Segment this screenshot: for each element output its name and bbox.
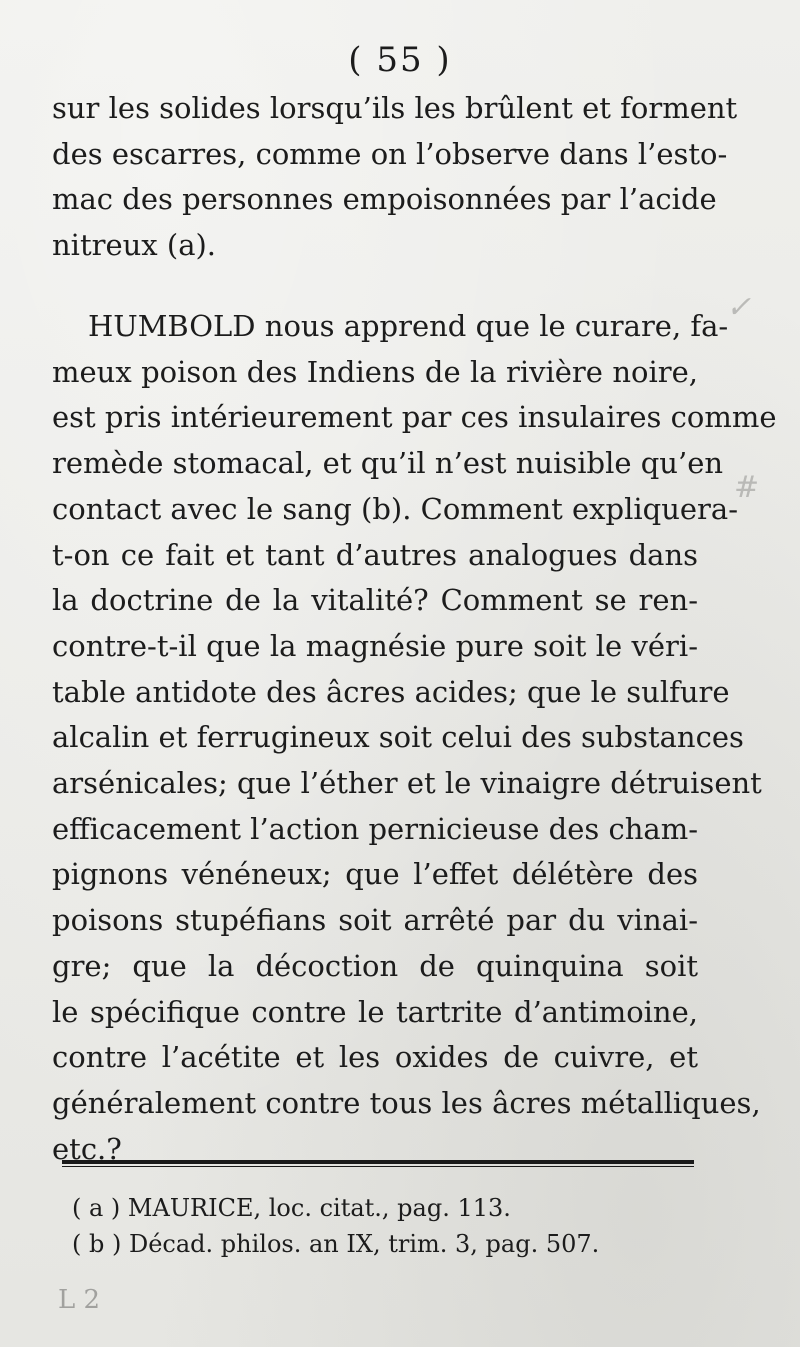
margin-pencil-mark: ✓ — [726, 290, 752, 325]
footnote-a: ( a ) MAURICE, loc. citat., pag. 113. — [72, 1194, 511, 1222]
footnote-rule — [62, 1160, 694, 1167]
margin-pencil-mark: # — [734, 470, 760, 505]
signature-mark: L 2 — [58, 1285, 101, 1315]
text-line: table antidote des âcres acides; que le sulfure — [52, 674, 730, 709]
page-number: ( 55 ) — [348, 40, 452, 80]
paragraph-1 — [52, 86, 738, 269]
text-line: etc.? — [52, 1131, 122, 1166]
text-line: poisons stupéfians soit arrêté par du vinai- — [52, 903, 698, 938]
text-line: contre-t-il que la magnésie pure soit le véri- — [52, 628, 698, 663]
text-line: le spécifique contre le tartrite d’antimoine, — [52, 994, 698, 1029]
text-line: remède stomacal, et qu’il n’est nuisible qu’en — [52, 446, 724, 481]
text-line: efficacement l’action pernicieuse des cham- — [52, 811, 698, 846]
footnote-b: ( b ) Décad. philos. an IX, trim. 3, pag. 507. — [72, 1230, 600, 1258]
text-line: gre; que la décoction de quinquina soit — [52, 948, 698, 983]
text-line: HUMBOLD nous apprend que le curare, fa- — [88, 309, 729, 343]
text-line: alcalin et ferrugineux soit celui des substances — [52, 720, 744, 755]
text-line: meux poison des Indiens de la rivière noire, — [52, 354, 698, 389]
text-line: sur les solides lorsqu’ils les brûlent et forment — [52, 91, 738, 125]
text-line: généralement contre tous les âcres métalliques, — [52, 1085, 761, 1120]
paragraph-2 — [52, 304, 777, 1172]
text-line: t-on ce fait et tant d’autres analogues dans — [52, 537, 698, 572]
text-line: nitreux (a). — [52, 228, 217, 263]
text-line: mac des personnes empoisonnées par l’acide — [52, 182, 717, 217]
text-line: est pris intérieurement par ces insulaires comme — [52, 400, 777, 435]
text-line: pignons vénéneux; que l’effet délétère des — [52, 857, 698, 892]
footnotes — [72, 1190, 692, 1262]
text-line: des escarres, comme on l’observe dans l’esto- — [52, 136, 728, 171]
text-line: contact avec le sang (b). Comment expliquera- — [52, 491, 738, 526]
text-line: la doctrine de la vitalité? Comment se ren- — [52, 583, 698, 618]
text-line: arsénicales; que l’éther et le vinaigre détruisent — [52, 766, 762, 801]
text-line: contre l’acétite et les oxides de cuivre, et — [52, 1040, 698, 1075]
